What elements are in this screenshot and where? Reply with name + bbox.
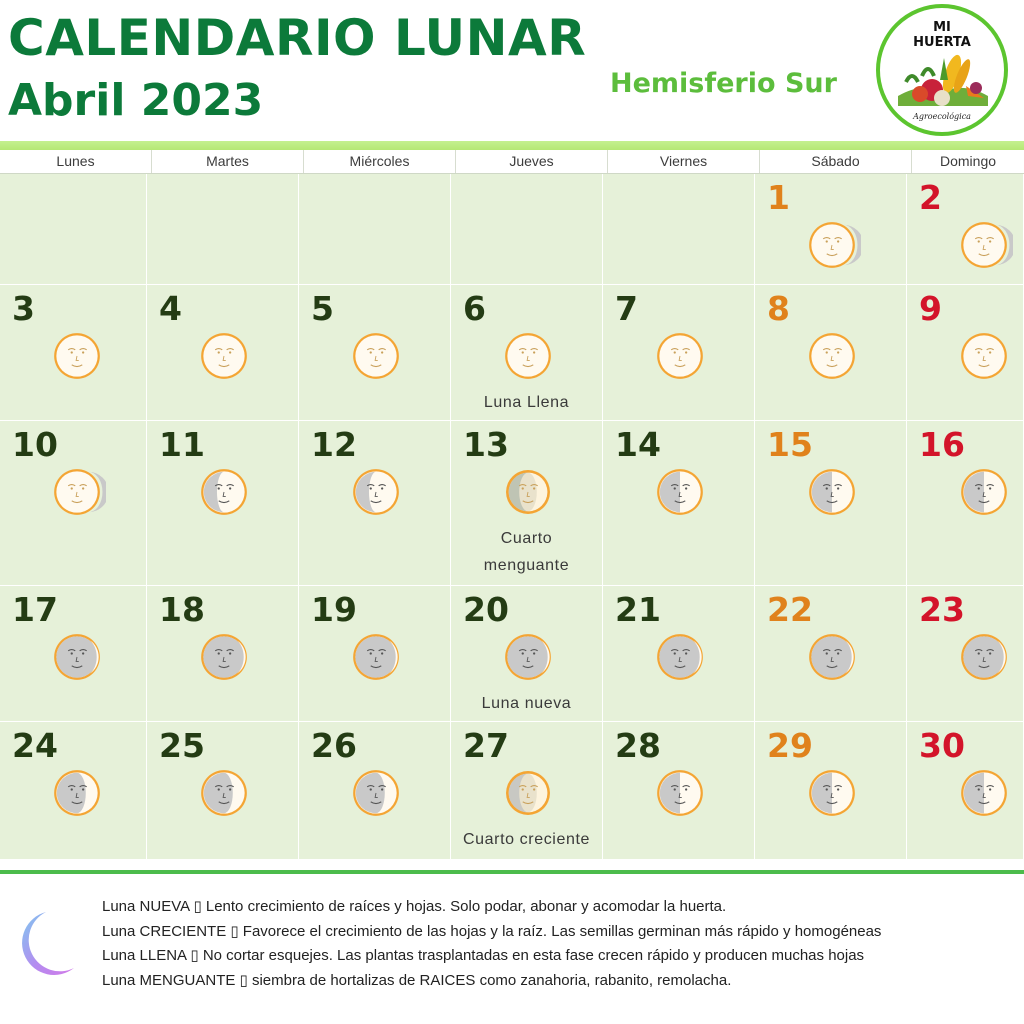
moon-waning-half-icon xyxy=(651,463,709,521)
day-number: 17 xyxy=(12,590,58,629)
day-number: 24 xyxy=(12,726,58,765)
day-number: 27 xyxy=(463,726,509,765)
vegetables-icon xyxy=(892,52,992,112)
moon-waning-slight-icon xyxy=(803,216,861,274)
day-cell[interactable] xyxy=(755,285,907,421)
moon-new-icon xyxy=(499,628,557,686)
moon-waning-slight-icon xyxy=(955,216,1013,274)
moon-full-icon xyxy=(499,327,557,385)
day-number: 11 xyxy=(159,425,205,464)
day-number: 3 xyxy=(12,289,35,328)
moon-waxing-crescent-icon xyxy=(195,764,253,822)
day-cell[interactable] xyxy=(299,285,451,421)
day-number: 15 xyxy=(767,425,813,464)
day-number: 19 xyxy=(311,590,357,629)
empty-day-cell xyxy=(603,174,755,285)
empty-day-cell xyxy=(0,174,147,285)
moon-full-icon xyxy=(347,327,405,385)
moon-waxing-half-icon xyxy=(651,764,709,822)
hemisphere-label: Hemisferio Sur xyxy=(610,68,837,99)
moon-waxing-half-icon xyxy=(803,764,861,822)
empty-day-cell xyxy=(147,174,299,285)
legend-new-moon: Luna NUEVA ▯ Lento crecimiento de raíces y hojas. Solo podar, abonar y acomodar la huerta. xyxy=(102,898,727,915)
weekday-sunday: Domingo xyxy=(939,153,997,169)
day-number: 1 xyxy=(767,178,790,217)
day-cell[interactable] xyxy=(0,285,147,421)
moon-waning-half-icon xyxy=(955,463,1013,521)
day-cell[interactable] xyxy=(451,722,603,860)
empty-day-cell xyxy=(299,174,451,285)
logo-text-mi: MI xyxy=(933,20,951,35)
moon-waning-half-icon xyxy=(803,463,861,521)
moon-phase-label: Luna Llena xyxy=(483,394,570,411)
header-divider xyxy=(0,141,1024,150)
day-cell[interactable] xyxy=(603,285,755,421)
day-cell[interactable] xyxy=(0,421,147,586)
day-number: 12 xyxy=(311,425,357,464)
moon-new-icon xyxy=(195,628,253,686)
moon-phase-label: Luna nueva xyxy=(481,695,572,712)
moon-waxing-crescent-icon xyxy=(347,764,405,822)
moon-phase-label: Cuarto menguante xyxy=(483,530,570,574)
day-cell[interactable] xyxy=(603,421,755,586)
weekday-wednesday: Miércoles xyxy=(304,150,456,173)
day-number: 23 xyxy=(919,590,965,629)
moon-new-icon xyxy=(48,628,106,686)
day-cell[interactable] xyxy=(147,421,299,586)
legend xyxy=(102,895,1002,993)
moon-last-quarter-icon xyxy=(499,463,557,521)
moon-waxing-half-icon xyxy=(955,764,1013,822)
weekday-friday: Viernes xyxy=(608,150,760,173)
weekday-thursday: Jueves xyxy=(456,150,608,173)
day-number: 25 xyxy=(159,726,205,765)
moon-full-icon xyxy=(955,327,1013,385)
legend-waning-moon: Luna MENGUANTE ▯ siembra de hortalizas de RAICES como zanahoria, rabanito, remolacha. xyxy=(102,971,732,989)
day-cell[interactable] xyxy=(0,722,147,860)
brand-logo xyxy=(876,4,1008,136)
day-cell[interactable] xyxy=(451,285,603,421)
moon-new-icon xyxy=(803,628,861,686)
day-number: 7 xyxy=(615,289,638,328)
day-number: 22 xyxy=(767,590,813,629)
crescent-moon-icon xyxy=(16,910,76,978)
weekday-saturday: Sábado xyxy=(760,150,912,173)
moon-waxing-crescent-icon xyxy=(48,764,106,822)
calendar-grid xyxy=(0,174,1024,860)
day-number: 13 xyxy=(463,425,509,464)
day-cell[interactable] xyxy=(603,722,755,860)
moon-full-icon xyxy=(651,327,709,385)
day-cell[interactable] xyxy=(451,421,603,586)
day-number: 6 xyxy=(463,289,486,328)
moon-first-quarter-icon xyxy=(499,764,557,822)
day-number: 10 xyxy=(12,425,58,464)
day-number: 9 xyxy=(919,289,942,328)
weekday-monday: Lunes xyxy=(0,150,152,173)
day-number: 2 xyxy=(919,178,942,217)
day-number: 28 xyxy=(615,726,661,765)
day-cell[interactable] xyxy=(451,586,603,722)
day-number: 20 xyxy=(463,590,509,629)
moon-full-icon xyxy=(48,327,106,385)
day-cell[interactable] xyxy=(299,586,451,722)
day-cell[interactable] xyxy=(907,586,1024,722)
day-number: 21 xyxy=(615,590,661,629)
day-number: 8 xyxy=(767,289,790,328)
moon-waning-partial-icon xyxy=(347,463,405,521)
day-cell[interactable] xyxy=(907,722,1024,860)
day-cell[interactable] xyxy=(299,722,451,860)
footer-divider xyxy=(0,870,1024,874)
day-cell[interactable] xyxy=(755,421,907,586)
day-cell[interactable] xyxy=(755,174,907,285)
legend-waxing-moon: Luna CRECIENTE ▯ Favorece el crecimiento de las hojas y la raíz. Las semillas germinan más rápido y homogéneas xyxy=(102,922,882,940)
day-cell[interactable] xyxy=(147,722,299,860)
day-cell[interactable] xyxy=(907,174,1024,285)
logo-tagline: Agroecológica xyxy=(913,112,971,121)
day-number: 14 xyxy=(615,425,661,464)
moon-full-icon xyxy=(195,327,253,385)
moon-new-icon xyxy=(955,628,1013,686)
moon-new-icon xyxy=(651,628,709,686)
page-title: CALENDARIO LUNAR xyxy=(8,9,587,67)
day-number: 30 xyxy=(919,726,965,765)
day-cell[interactable] xyxy=(755,722,907,860)
day-number: 4 xyxy=(159,289,182,328)
moon-phase-label: Cuarto creciente xyxy=(463,831,590,848)
day-number: 16 xyxy=(919,425,965,464)
day-number: 18 xyxy=(159,590,205,629)
day-cell[interactable] xyxy=(147,285,299,421)
legend-full-moon: Luna LLENA ▯ No cortar esquejes. Las plantas trasplantadas en esta fase crecen rápido y producen muchas hojas xyxy=(102,947,865,964)
day-number: 5 xyxy=(311,289,334,328)
day-cell[interactable] xyxy=(147,586,299,722)
month-year: Abril 2023 xyxy=(8,75,264,126)
moon-waning-slight-icon xyxy=(48,463,106,521)
logo-text-huerta: HUERTA xyxy=(913,35,971,50)
weekday-tuesday: Martes xyxy=(152,150,304,173)
day-cell[interactable] xyxy=(603,586,755,722)
empty-day-cell xyxy=(451,174,603,285)
day-number: 29 xyxy=(767,726,813,765)
moon-full-icon xyxy=(803,327,861,385)
day-cell[interactable] xyxy=(907,285,1024,421)
day-cell[interactable] xyxy=(907,421,1024,586)
moon-new-icon xyxy=(347,628,405,686)
moon-waning-partial-icon xyxy=(195,463,253,521)
day-cell[interactable] xyxy=(0,586,147,722)
weekday-header xyxy=(0,150,1024,174)
day-cell[interactable] xyxy=(299,421,451,586)
day-number: 26 xyxy=(311,726,357,765)
day-cell[interactable] xyxy=(755,586,907,722)
